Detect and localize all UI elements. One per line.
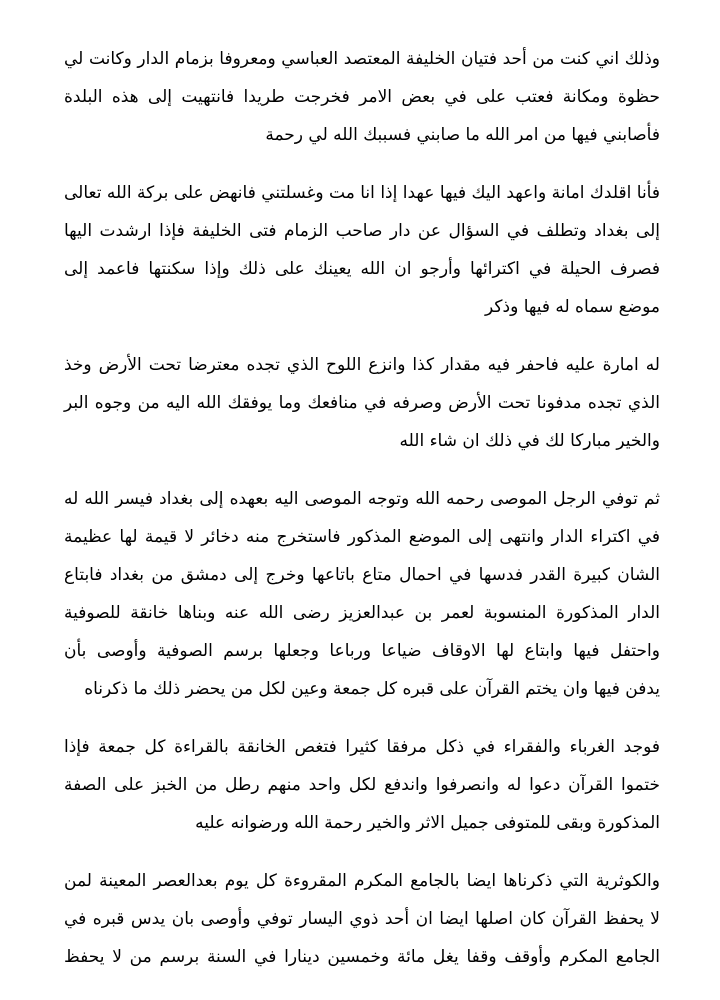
text-line: فأصابني فيها من امر الله ما صابني فسببك الله لي رحمة [265, 125, 660, 145]
text-line: موضع سماه له فيها وذكر [485, 297, 660, 317]
text-line: إلى بغداد وتطلف في السؤال عن دار صاحب الزمام فتى الخليفة فإذا ارشدت اليها [64, 221, 660, 241]
text-line: فأنا اقلدك امانة واعهد اليك فيها عهدا إذا انا مت وغسلتني فانهض على بركة الله تعالى [64, 183, 660, 203]
text-line: المذكورة وبقى للمتوفى جميل الاثر والخير رحمة الله ورضوانه عليه [195, 813, 660, 833]
text-line: الذي تجده مدفونا تحت الأرض وصرفه في منافعك وما يوفقك الله اليه من وجوه البر [64, 393, 660, 413]
text-line: والكوثرية التي ذكرناها ايضا بالجامع المكرم المقروءة كل يوم بعدالعصر المعينة لمن [64, 871, 660, 891]
text-line: يدفن فيها وان يختم القرآن على قبره كل جمعة وعين لكل من يحضر ذلك ما ذكرناه [84, 679, 660, 699]
text-line: واحتفل فيها وابتاع لها الاوقاف ضياعا ورباعا وجعلها برسم الصوفية وأوصى بأن [64, 641, 660, 661]
text-line: الشان كبيرة القدر فدسها في احمال متاع باتاعها وخرج إلى دمشق من بغداد فابتاع [64, 565, 660, 585]
paragraph [64, 346, 660, 460]
text-line: في اكتراء الدار وانتهى إلى الموضع المذكور فاستخرج منه دخائر لا قيمة لها عظيمة [64, 527, 660, 547]
text-line: والخير مباركا لك في ذلك ان شاء الله [399, 431, 660, 451]
paragraph [64, 480, 660, 708]
text-line: له امارة عليه فاحفر فيه مقدار كذا وانزع اللوح الذي تجده معترضا تحت الأرض وخذ [64, 355, 660, 375]
paragraph [64, 862, 660, 976]
text-line: الدار المذكورة المنسوبة لعمر بن عبدالعزيز رضى الله عنه وبناها خانقة للصوفية [64, 603, 660, 623]
text-line: لا يحفظ القرآن كان اصلها ايضا ان أحد ذوي اليسار توفي وأوصى بان يدس قبره في [64, 909, 660, 929]
paragraph [64, 174, 660, 326]
text-line: حظوة ومكانة فعتب على في بعض الامر فخرجت طريدا فانتهيت إلى هذه البلدة [64, 87, 660, 107]
text-line: الجامع المكرم وأوقف وقفا يغل مائة وخمسين دينارا في السنة برسم من لا يحفظ [64, 947, 660, 967]
text-line: فوجد الغرباء والفقراء في ذكل مرفقا كثيرا فتغص الخانقة بالقراءة كل جمعة فإذا [64, 737, 660, 757]
text-line: ثم توفي الرجل الموصى رحمه الله وتوجه الموصى اليه بعهده إلى بغداد فيسر الله له [64, 489, 660, 509]
text-line: فصرف الحيلة في اكترائها وأرجو ان الله يعينك على ذلك وإذا سكنتها فاعمد إلى [64, 259, 660, 279]
text-line: ختموا القرآن دعوا له وانصرفوا واندفع لكل واحد منهم رطل من الخبز على الصفة [64, 775, 660, 795]
text-body [64, 40, 660, 996]
paragraph [64, 728, 660, 842]
text-line: وذلك اني كنت من أحد فتيان الخليفة المعتصد العباسي ومعروفا بزمام الدار وكانت لي [64, 49, 660, 69]
paragraph [64, 40, 660, 154]
